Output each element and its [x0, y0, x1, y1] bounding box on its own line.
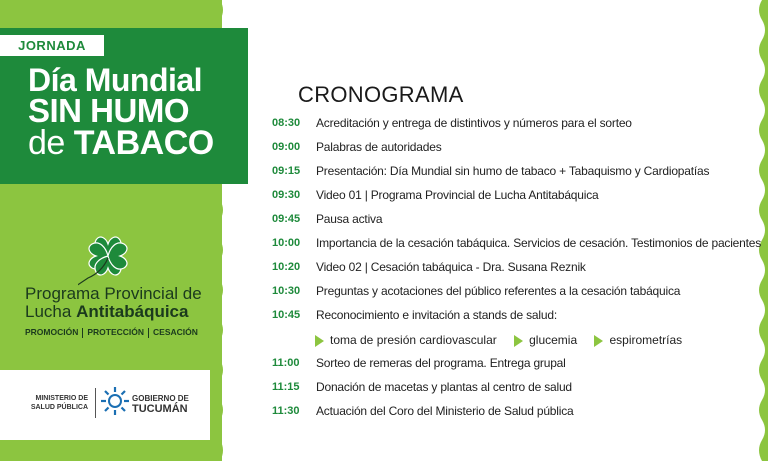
schedule-time: 10:30 [272, 285, 301, 297]
schedule-time: 09:15 [272, 165, 301, 177]
schedule-text: Video 01 | Programa Provincial de Lucha Antitabáquica [316, 188, 599, 202]
schedule-time: 11:30 [272, 405, 300, 417]
schedule-text: Pausa activa [316, 212, 383, 226]
program-name-line-2: Lucha Antitabáquica [25, 302, 189, 321]
schedule-text: Preguntas y acotaciones del público referentes a la cesación tabáquica [316, 284, 681, 298]
pillar-cesacion: CESACIÓN [153, 327, 198, 337]
stand-item: espirometrías [594, 330, 682, 350]
pillar-proteccion: PROTECCIÓN [87, 327, 145, 337]
ministry-logo: MINISTERIO DE SALUD PÚBLICA [30, 395, 88, 411]
arrow-bullet-icon [514, 335, 523, 347]
schedule-time: 11:15 [272, 381, 300, 393]
program-name-line-1: Programa Provincial de [25, 284, 202, 303]
sun-emblem-icon [100, 386, 130, 416]
title-line-1: Día Mundial [28, 62, 203, 98]
schedule-time: 11:00 [272, 357, 300, 369]
schedule-text: Palabras de autoridades [316, 140, 442, 154]
stand-item: toma de presión cardiovascular [315, 330, 497, 350]
arrow-bullet-icon [315, 335, 324, 347]
arrow-bullet-icon [594, 335, 603, 347]
schedule-time: 09:45 [272, 213, 301, 225]
clover-icon [78, 228, 138, 288]
schedule-time: 10:00 [272, 237, 301, 249]
schedule-time: 10:45 [272, 309, 301, 321]
wavy-edge-right [754, 0, 768, 461]
schedule-text: Sorteo de remeras del programa. Entrega grupal [316, 356, 566, 370]
jornada-tag: JORNADA [0, 35, 104, 56]
stand-item: glucemia [514, 330, 577, 350]
schedule-title: CRONOGRAMA [298, 82, 464, 107]
schedule-text: Actuación del Coro del Ministerio de Salud pública [316, 404, 574, 418]
schedule-text: Donación de macetas y plantas al centro de salud [316, 380, 572, 394]
schedule-text: Reconocimiento e invitación a stands de salud: [316, 308, 557, 322]
schedule-time: 10:20 [272, 261, 301, 273]
program-pillars [25, 327, 198, 338]
title-line-3: de TABACO [28, 124, 214, 162]
schedule-text: Video 02 | Cesación tabáquica - Dra. Susana Reznik [316, 260, 586, 274]
schedule-time: 09:30 [272, 189, 301, 201]
stands-list [315, 330, 696, 350]
logo-divider [95, 388, 96, 418]
schedule-text: Acreditación y entrega de distintivos y números para el sorteo [316, 116, 632, 130]
schedule-text: Importancia de la cesación tabáquica. Servicios de cesación. Testimonios de pacientes [316, 236, 762, 250]
schedule-text: Presentación: Día Mundial sin humo de tabaco + Tabaquismo y Cardiopatías [316, 164, 710, 178]
government-logo: GOBIERNO DE TUCUMÁN [132, 394, 189, 415]
schedule-time: 08:30 [272, 117, 301, 129]
schedule-time: 09:00 [272, 141, 301, 153]
pillar-promocion: PROMOCIÓN [25, 327, 79, 337]
title-line-2: SIN HUMO [28, 92, 189, 129]
